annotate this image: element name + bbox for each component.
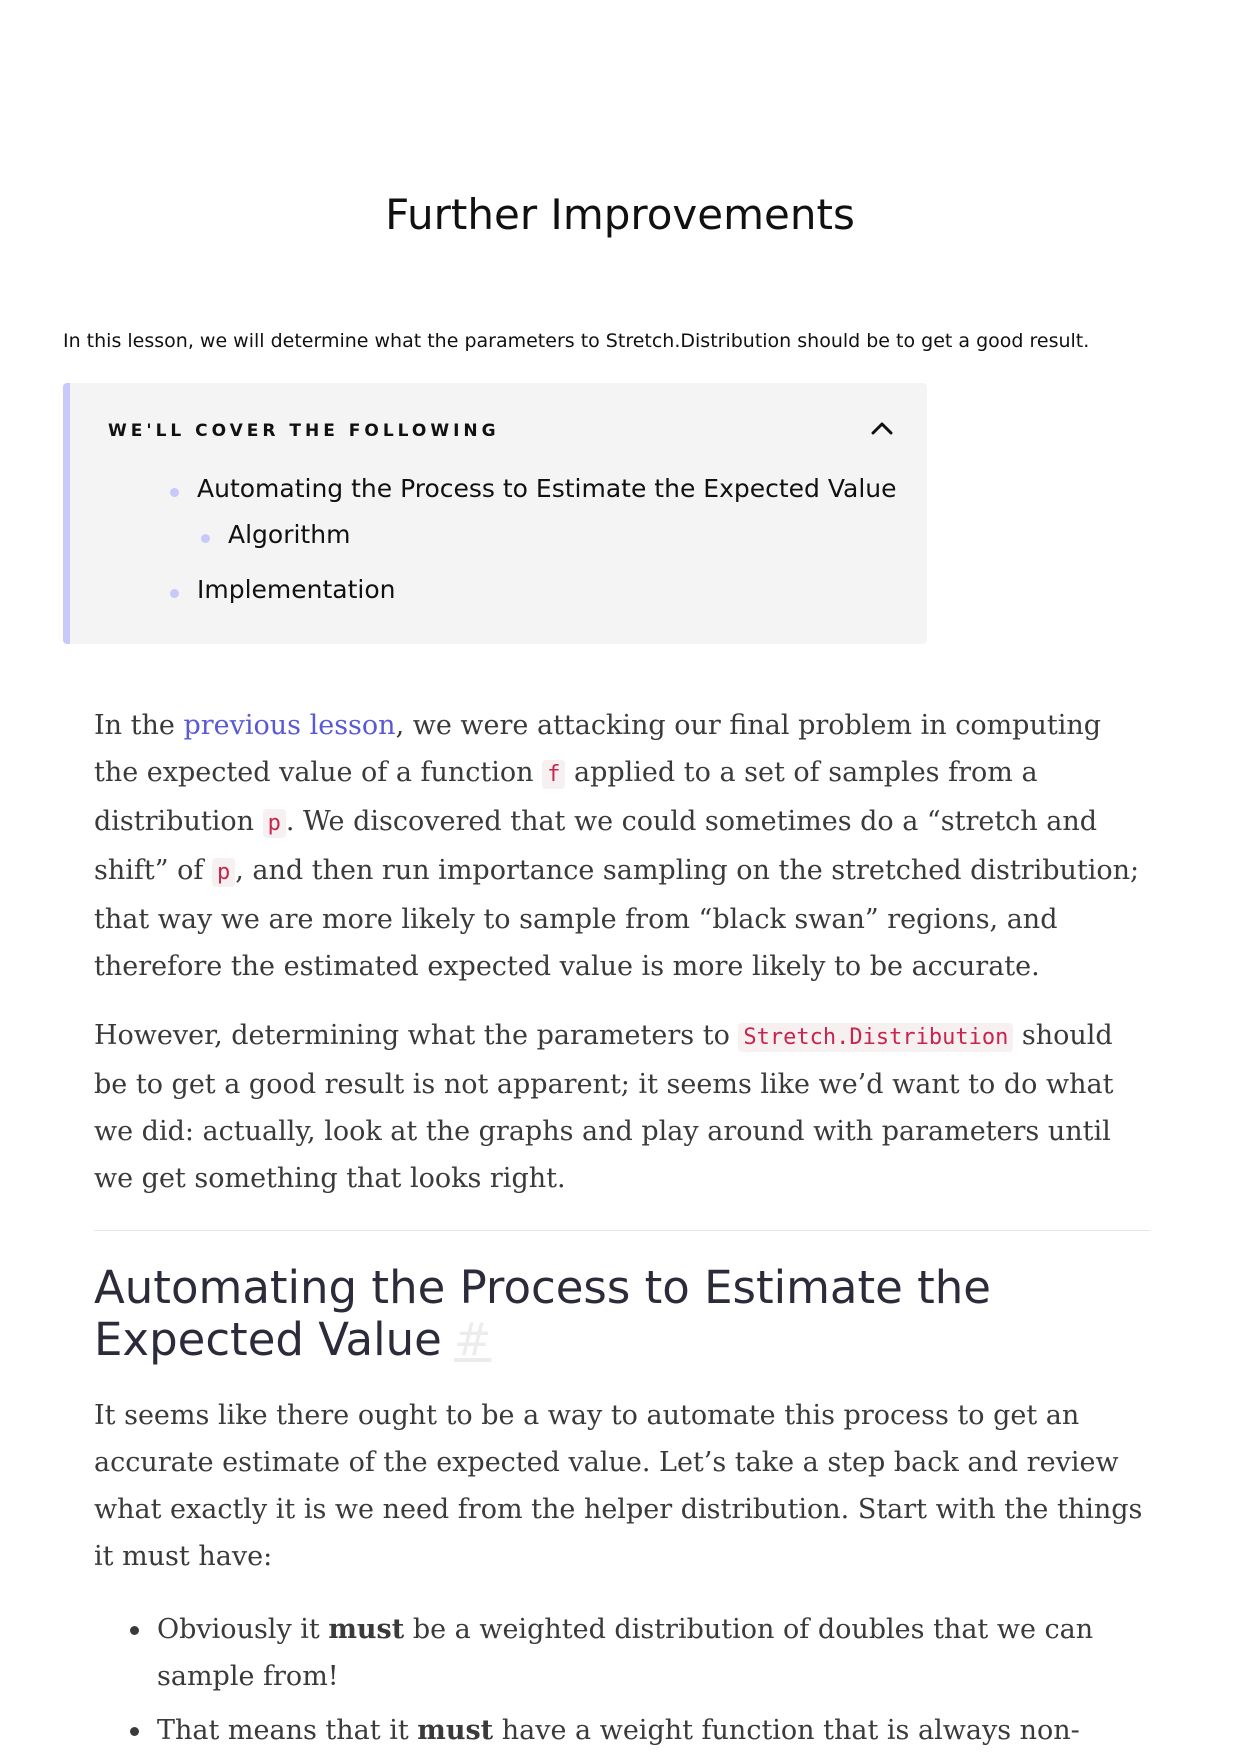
toc-heading: WE'LL COVER THE FOLLOWING [108, 421, 500, 441]
parameters-paragraph: However, determining what the parameters to Stretch.Distribution should be to get a good result is not apparent; it seems like we’d want to do what we did: actually, look at the graphs and play around with parameters until we get something that looks right. [94, 1020, 1114, 1194]
lesson-summary: In this lesson, we will determine what the parameters to Stretch.Distribution should be to get a good result. [63, 330, 1090, 352]
table-of-contents: WE'LL COVER THE FOLLOWING Automating the Process to Estimate the Expected Value Algorithm Implementation [63, 383, 927, 644]
inline-code-stretch-distribution: Stretch.Distribution [738, 1023, 1013, 1052]
inline-code-p: p [212, 858, 235, 887]
list-item: Obviously it must be a weighted distribution of doubles that we can sample from! [94, 1606, 1114, 1700]
previous-lesson-link[interactable]: previous lesson [183, 710, 396, 741]
list-item: That means that it must have a weight function that is always non- [94, 1707, 1114, 1754]
inline-code-p: p [263, 809, 286, 838]
bullet-icon [130, 1626, 139, 1635]
bullet-icon [170, 488, 179, 497]
section-divider [94, 1230, 1150, 1231]
section-paragraph: It seems like there ought to be a way to automate this process to get an accurate estimate of the expected value. Let’s take a step back and review what exactly it is we need from the helper distribution. Start with the things it must have: [94, 1400, 1143, 1572]
requirements-list [94, 1606, 1114, 1761]
section-heading: Automating the Process to Estimate the Expected Value # [94, 1261, 991, 1366]
chevron-up-icon[interactable] [866, 413, 898, 445]
inline-code-f: f [542, 760, 565, 789]
bullet-icon [170, 589, 179, 598]
bullet-icon [201, 534, 210, 543]
bullet-icon [130, 1727, 139, 1736]
intro-paragraph: In the previous lesson, we were attacking our final problem in computing the expected value of a function f applied to a set of samples from a distribution p . We discovered that we could sometimes do a “stretch and shift” of p , and then run importance sampling on the stretched distribution; that way we are more likely to sample from “black swan” regions, and therefore the estimated expected value is more likely to be accurate. [94, 710, 1140, 982]
page-title: Further Improvements [385, 190, 855, 239]
heading-anchor-link[interactable]: # [453, 1313, 492, 1366]
